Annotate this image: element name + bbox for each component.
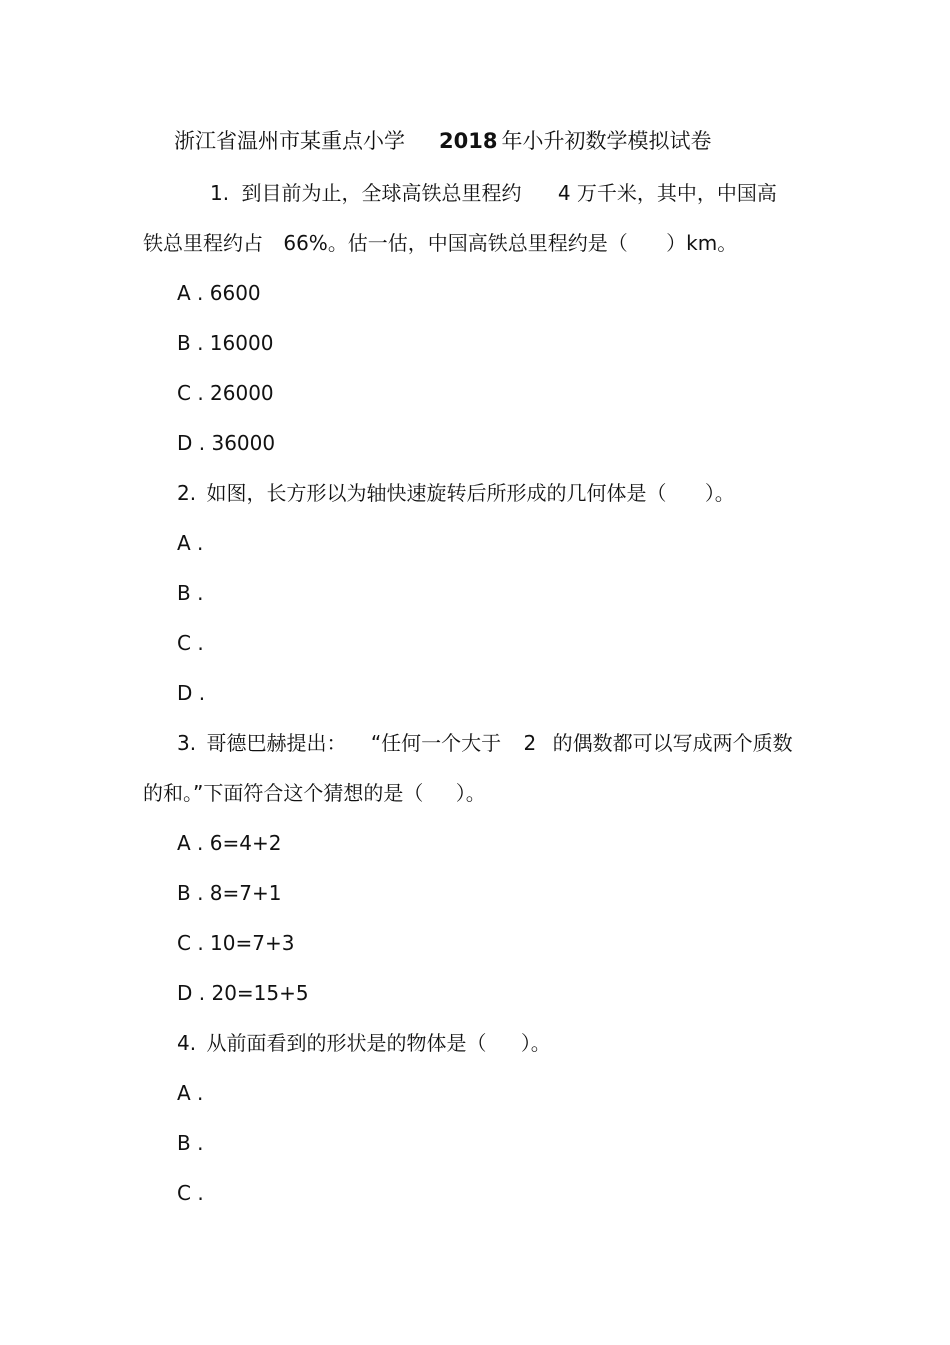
question-3-text-e: 的和。”下面符合这个猜想的是（ xyxy=(143,781,424,805)
question-3-option-a: A . 6=4+2 xyxy=(177,831,282,855)
title-part2: 年小升初数学模拟试卷 xyxy=(501,129,712,153)
question-3-text-f: ）。 xyxy=(455,781,486,805)
page-title xyxy=(174,129,711,153)
title-year: 2018 xyxy=(439,129,498,153)
question-1-text-e: ）km。 xyxy=(666,231,738,255)
question-1-option-d: D . 36000 xyxy=(177,431,276,455)
question-4-option-b: B . xyxy=(177,1131,204,1155)
question-2-text-a: 如图，长方形以为轴快速旋转后所形成的几何体是（ xyxy=(206,481,667,505)
question-1-text-d: 66%。估一估，中国高铁总里程约是（ xyxy=(283,231,628,255)
question-3-option-b: B . 8=7+1 xyxy=(177,881,282,905)
question-4-option-c: C . xyxy=(177,1181,204,1205)
question-4-line-1 xyxy=(177,1031,551,1055)
question-3-text-b: “任何一个大于 xyxy=(370,731,502,755)
question-2-option-b: B . xyxy=(177,581,204,605)
title-part1: 浙江省温州市某重点小学 xyxy=(174,129,405,153)
question-3-line-2 xyxy=(143,781,486,805)
question-3-text-c: 2 xyxy=(523,731,537,755)
question-3-text-a: 哥德巴赫提出： xyxy=(206,731,347,755)
question-1-option-c: C . 26000 xyxy=(177,381,274,405)
question-1-option-b: B . 16000 xyxy=(177,331,274,355)
question-4-text-a: 从前面看到的形状是的物体是（ xyxy=(206,1031,487,1055)
question-1-text-a: 到目前为止，全球高铁总里程约 xyxy=(241,181,522,205)
question-4-text-b: ）。 xyxy=(520,1031,551,1055)
question-1-line-1 xyxy=(210,181,777,205)
question-4-number: 4. xyxy=(177,1031,197,1055)
question-3-text-d: 的偶数都可以写成两个质数 xyxy=(552,731,793,755)
question-1-number: 1. xyxy=(210,181,230,205)
question-1-text-b: 4 万千米，其中，中国高 xyxy=(557,181,777,205)
question-1-text-c: 铁总里程约占 xyxy=(143,231,263,255)
question-1-option-a: A . 6600 xyxy=(177,281,261,305)
question-2-option-d: D . xyxy=(177,681,206,705)
question-3-option-d: D . 20=15+5 xyxy=(177,981,309,1005)
question-3-number: 3. xyxy=(177,731,197,755)
question-3-line-1 xyxy=(177,731,793,755)
question-2-line-1 xyxy=(177,481,735,505)
question-2-option-a: A . xyxy=(177,531,204,555)
question-2-number: 2. xyxy=(177,481,197,505)
question-2-text-b: ）。 xyxy=(704,481,735,505)
question-3-option-c: C . 10=7+3 xyxy=(177,931,295,955)
question-1-line-2 xyxy=(143,231,737,255)
question-4-option-a: A . xyxy=(177,1081,204,1105)
question-2-option-c: C . xyxy=(177,631,204,655)
